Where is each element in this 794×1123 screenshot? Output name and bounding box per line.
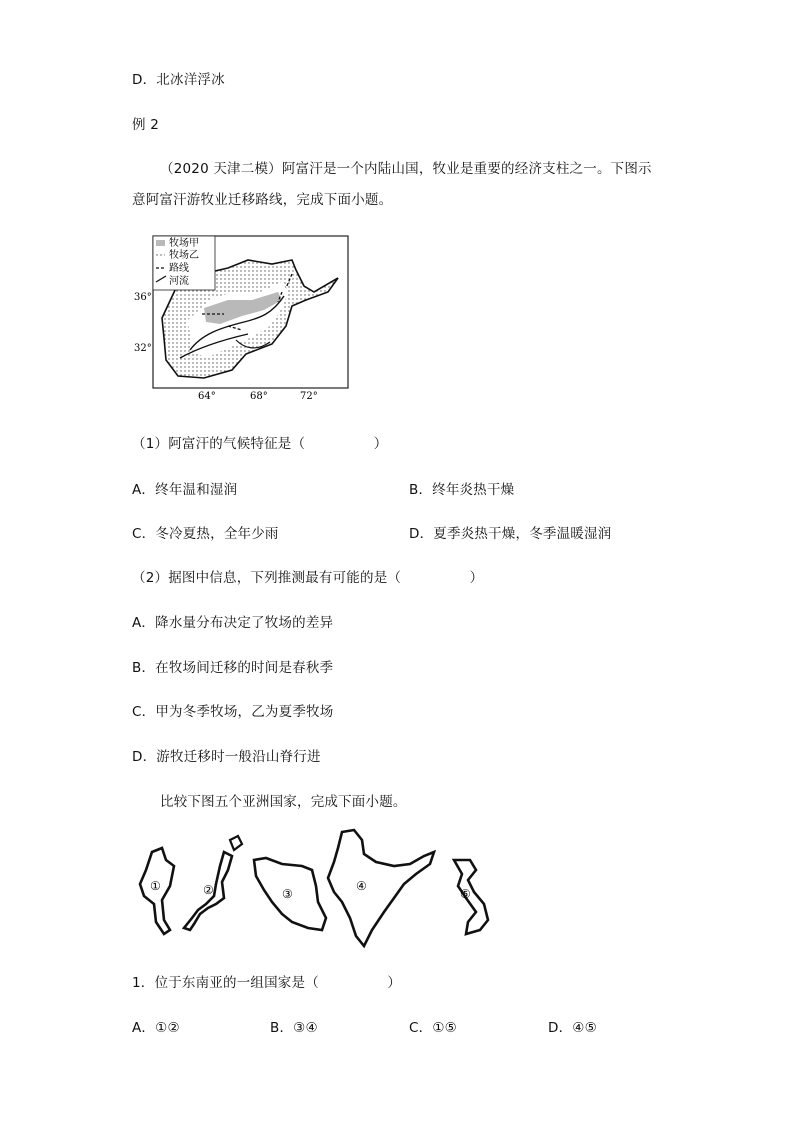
lon-label-68: 68° [250, 391, 268, 402]
example-label: 例 2 [132, 117, 159, 133]
legend-swatch-a [156, 240, 165, 246]
q1-stem: （1）阿富汗的气候特征是（ ） [132, 436, 388, 452]
q3-option-a: A．①② [132, 1020, 180, 1036]
country-label-2: ② [203, 883, 214, 897]
country-label-5: ⑤ [460, 887, 471, 901]
q3-option-b: B．③④ [270, 1020, 318, 1036]
legend-swatch-b [156, 252, 165, 258]
intro-line-1 [160, 157, 652, 177]
country-label-1: ① [150, 879, 161, 893]
q1-option-a: A．终年温和湿润 [132, 482, 238, 498]
lon-label-64: 64° [198, 391, 216, 402]
country-shape-4 [328, 830, 434, 946]
q1-option-b: B．终年炎热干燥 [409, 482, 515, 498]
q3-option-d: D．④⑤ [548, 1020, 597, 1036]
lat-label-36: 36° [134, 292, 152, 303]
afghanistan-map [132, 230, 352, 402]
afghanistan-map-figure [132, 230, 352, 402]
q1-option-c: C．冬冷夏热，全年少雨 [132, 526, 279, 542]
q3-stem: 1．位于东南亚的一组国家是（ ） [132, 975, 402, 991]
q3-option-c: C．①⑤ [409, 1020, 457, 1036]
intro-line-2: 意阿富汗游牧业迁移路线，完成下面小题。 [132, 192, 393, 208]
prev-option-d: D．北冰洋浮冰 [132, 72, 225, 88]
lon-label-72: 72° [300, 391, 318, 402]
q2-stem: （2）据图中信息，下列推测最有可能的是（ ） [132, 570, 484, 586]
q2-option-b: B．在牧场间迁移的时间是春秋季 [132, 660, 334, 676]
legend-label-a: 牧场甲 [169, 238, 199, 249]
q2-option-c: C．甲为冬季牧场，乙为夏季牧场 [132, 704, 334, 720]
compare-intro: 比较下图五个亚洲国家，完成下面小题。 [160, 794, 407, 810]
asian-countries-figure [132, 826, 502, 952]
q2-option-d: D．游牧迁移时一般沿山脊行进 [132, 749, 321, 765]
q1-option-d: D．夏季炎热干燥，冬季温暖湿润 [409, 526, 612, 542]
q2-option-a: A．降水量分布决定了牧场的差异 [132, 615, 334, 631]
country-shape-2-island [230, 836, 242, 850]
legend-label-b: 牧场乙 [169, 250, 199, 261]
asian-countries-map [132, 826, 502, 952]
country-label-4: ④ [356, 879, 367, 893]
legend-label-route: 路线 [169, 263, 189, 274]
legend-label-river: 河流 [169, 276, 189, 287]
country-label-3: ③ [282, 887, 293, 901]
lat-label-32: 32° [134, 343, 152, 354]
intro-text-1: 阿富汗是一个内陆山国，牧业是重要的经济支柱之一。下图示 [281, 161, 652, 177]
intro-source: （2020 天津二模） [160, 161, 282, 177]
